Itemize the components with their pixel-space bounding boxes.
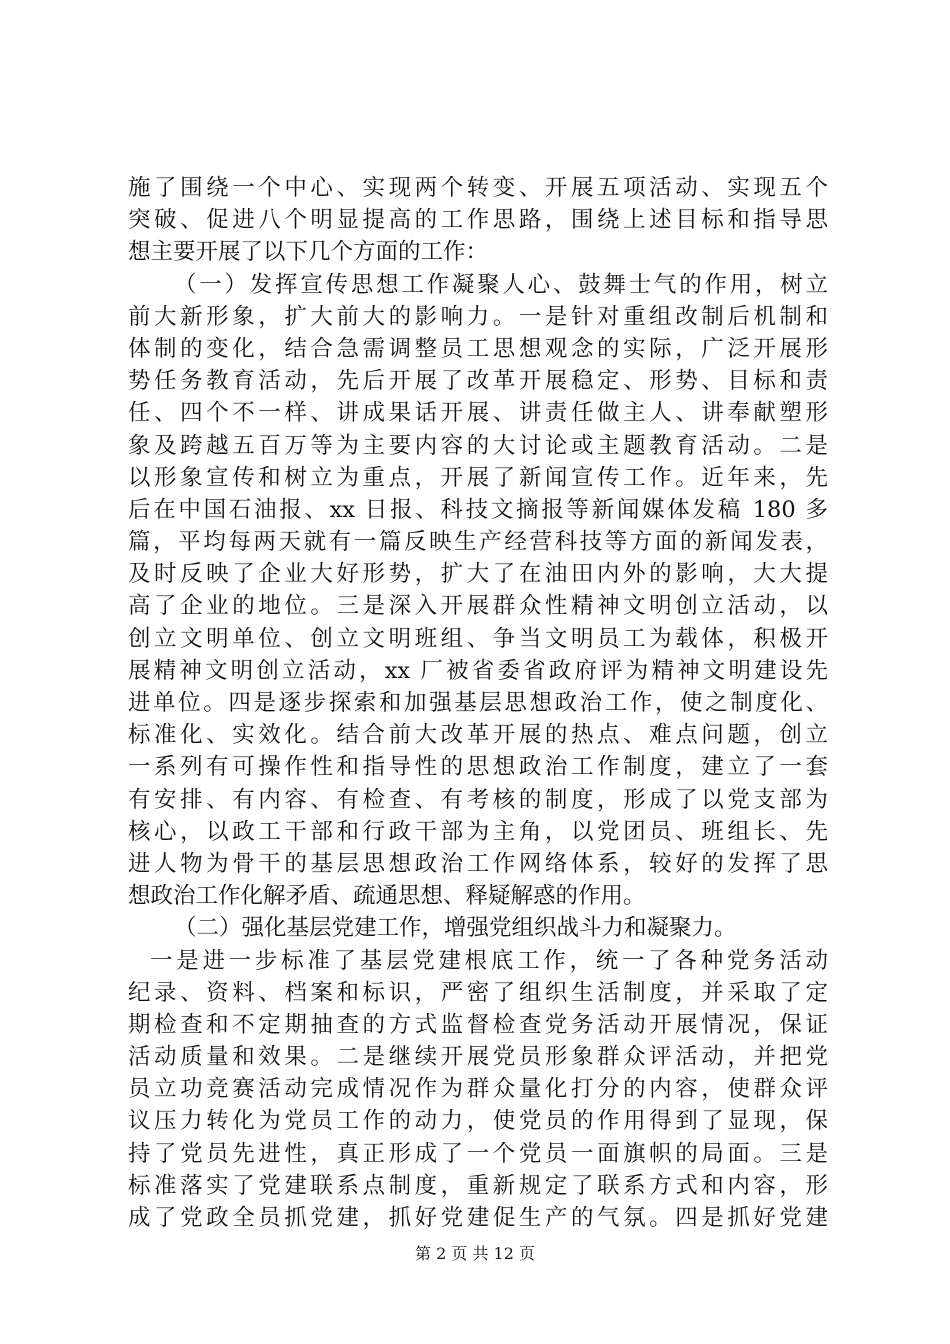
page-number-footer: 第 2 页 共 12 页 [415, 1244, 535, 1263]
text-line: 突破、促进八个明显提高的工作思路，围绕上述目标和指导思 [128, 207, 828, 234]
text-line: 成了党政全员抓党建，抓好党建促生产的气氛。四是抓好党建 [128, 1205, 828, 1231]
section-heading-line: （二）强化基层党建工作，增强党组织战斗力和凝聚力。 [174, 915, 737, 942]
section-heading-line: （一）发挥宣传思想工作凝聚人心、鼓舞士气的作用，树立 [174, 271, 828, 298]
text-line: 高了企业的地位。三是深入开展群众性精神文明创立活动，以 [128, 593, 828, 620]
text-line: 前大新形象，扩大前大的影响力。一是针对重组改制后机制和 [128, 303, 828, 330]
text-line: 标准落实了党建联系点制度，重新规定了联系方式和内容，形 [128, 1172, 828, 1199]
text-line: 任、四个不一样、讲成果话开展、讲责任做主人、讲奉献塑形 [128, 400, 828, 427]
text-line: 体制的变化，结合急需调整员工思想观念的实际，广泛开展形 [128, 335, 828, 362]
text-line: 势任务教育活动，先后开展了改革开展稳定、形势、目标和责 [128, 368, 828, 395]
text-line: 进人物为骨干的基层思想政治工作网络体系，较好的发挥了思 [128, 850, 828, 877]
text-line: 持了党员先进性，真正形成了一个党员一面旗帜的局面。三是 [128, 1140, 828, 1167]
text-line: 员立功竞赛活动完成情况作为群众量化打分的内容，使群众评 [128, 1076, 828, 1103]
text-line: 象及跨越五百万等为主要内容的大讨论或主题教育活动。二是 [128, 432, 828, 459]
text-line: 进单位。四是逐步探索和加强基层思想政治工作，使之制度化、 [128, 690, 828, 716]
text-line: 及时反映了企业大好形势，扩大了在油田内外的影响，大大提 [128, 561, 828, 588]
text-line: 展精神文明创立活动，xx 厂被省委省政府评为精神文明建设先 [128, 657, 828, 684]
text-line: 核心，以政工干部和行政干部为主角，以党团员、班组长、先 [128, 818, 828, 845]
text-line: 后在中国石油报、xx 日报、科技文摘报等新闻媒体发稿 180 多 [128, 496, 828, 523]
text-line: 想政治工作化解矛盾、疏通思想、释疑解惑的作用。 [128, 883, 646, 910]
text-line: 创立文明单位、创立文明班组、争当文明员工为载体，积极开 [128, 625, 828, 652]
text-line: 篇，平均每两天就有一篇反映生产经营科技等方面的新闻发表， [128, 529, 828, 556]
text-line: 一系列有可操作性和指导性的思想政治工作制度，建立了一套 [128, 754, 828, 781]
text-line: 一是进一步标准了基层党建根底工作，统一了各种党务活动 [150, 947, 828, 974]
body-text [128, 172, 828, 1234]
text-line: 有安排、有内容、有检查、有考核的制度，形成了以党支部为 [128, 786, 828, 813]
text-line: 施了围绕一个中心、实现两个转变、开展五项活动、实现五个 [128, 175, 828, 201]
text-line: 想主要开展了以下几个方面的工作： [128, 239, 489, 266]
text-line: 期检查和不定期抽查的方式监督检查党务活动开展情况，保证 [128, 1011, 828, 1038]
text-line: 活动质量和效果。二是继续开展党员形象群众评活动，并把党 [128, 1044, 828, 1071]
text-line: 议压力转化为党员工作的动力，使党员的作用得到了显现，保 [128, 1108, 828, 1135]
text-line: 纪录、资料、档案和标识，严密了组织生活制度，并采取了定 [128, 979, 828, 1006]
text-line: 以形象宣传和树立为重点，开展了新闻宣传工作。近年来，先 [128, 464, 828, 491]
text-line: 标准化、实效化。结合前大改革开展的热点、难点问题，创立 [128, 722, 828, 749]
